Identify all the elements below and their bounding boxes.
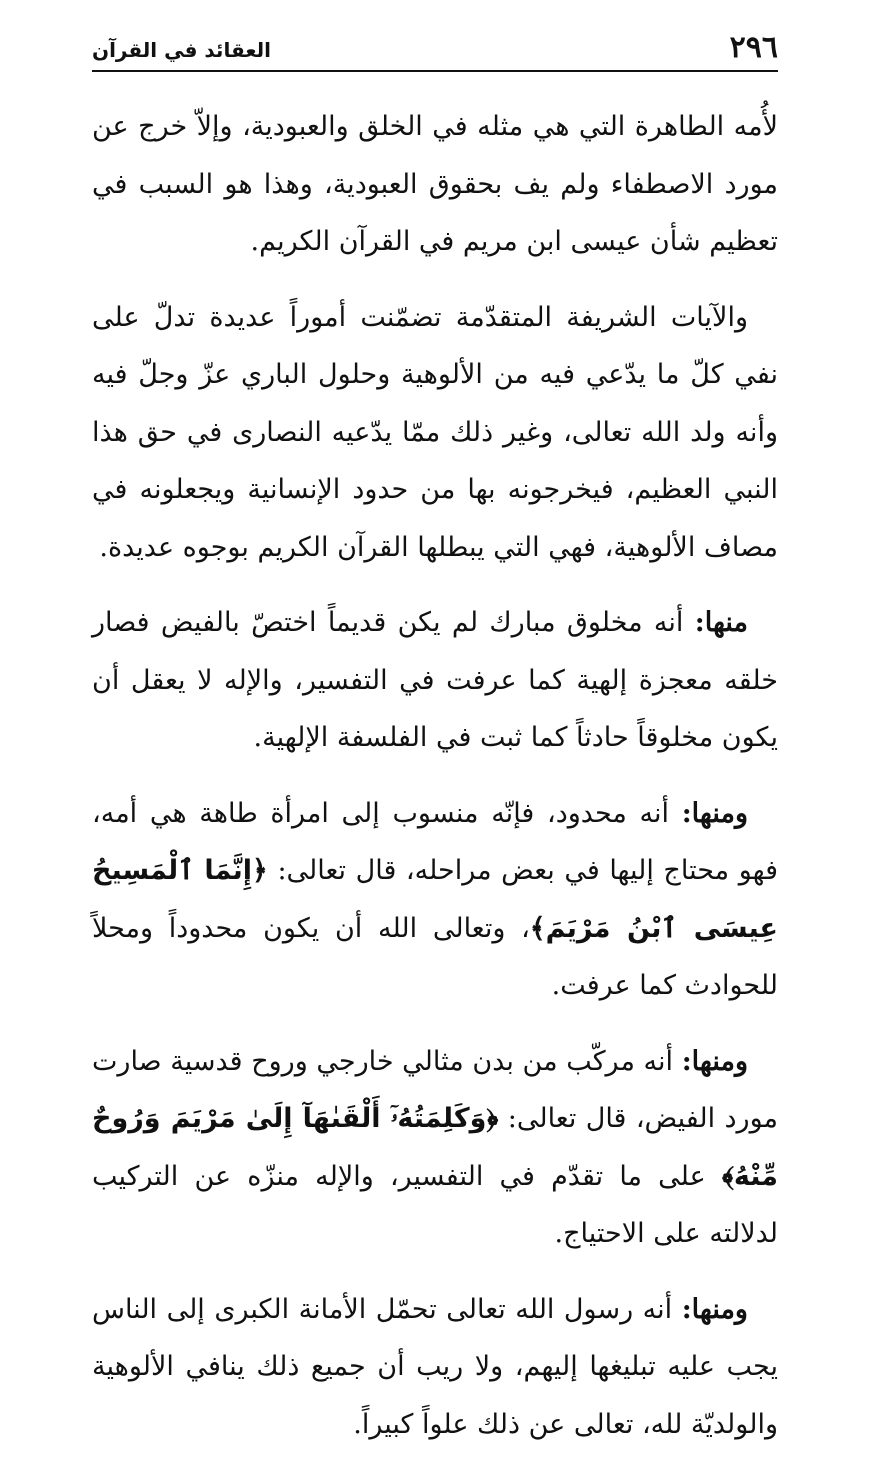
header-divider (92, 70, 778, 72)
paragraph-4-text-before: أنه محدود، فإنّه منسوب إلى امرأة طاهة هي أمه، فهو محتاج إليها في بعض مراحله، قال تعالى: (92, 797, 778, 886)
paragraph-5-lead: ومنها: (681, 1045, 748, 1077)
page-number: ٢٩٦ (729, 30, 778, 65)
paragraph-5-quran-verse: ﴿وَكَلِمَتُهُۥٓ أَلْقَىٰهَآ إِلَىٰ مَرْيَمَ وَرُوحٌ مِّنْهُ﴾ (92, 1103, 779, 1192)
paragraph-6 (92, 1281, 778, 1454)
paragraph-5-text-after: على ما تقدّم في التفسير، والإله منزّه عن التركيب لدلالته على الاحتياج. (92, 1160, 778, 1249)
paragraph-6-lead: ومنها: (681, 1293, 748, 1325)
paragraph-3 (92, 594, 778, 767)
paragraph-5 (92, 1033, 778, 1263)
paragraph-2-text: والآيات الشريفة المتقدّمة تضمّنت أموراً عديدة تدلّ على نفي كلّ ما يدّعي فيه من الألوهية وحلول الباري عزّ وجلّ فيه وأنه ولد الله تعالى، وغير ذلك ممّا يدّعيه النصارى في حق هذا النبي العظيم، فيخرجونه بها من حدود الإنسانية ويجعلونه في مصاف الألوهية، فهي التي يبطلها القرآن الكريم بوجوه عديدة. (92, 301, 778, 563)
paragraph-6-text: أنه رسول الله تعالى تحمّل الأمانة الكبرى إلى الناس يجب عليه تبليغها إليهم، ولا ريب أن جميع ذلك ينافي الألوهية والولديّة لله، تعالى عن ذلك علواً كبيراً. (92, 1293, 778, 1440)
paragraph-4-lead: ومنها: (681, 797, 748, 829)
paragraph-4 (92, 785, 778, 1015)
paragraph-4-text-after: ، وتعالى الله أن يكون محدوداً ومحلاً للحوادث كما عرفت. (92, 912, 778, 1001)
paragraph-4-quran-verse: ﴿إِنَّمَا ٱلْمَسِيحُ عِيسَى ٱبْنُ مَرْيَمَ﴾ (92, 855, 778, 944)
page-body (92, 98, 778, 1471)
paragraph-3-text: أنه مخلوق مبارك لم يكن قديماً اختصّ بالفيض فصار خلقه معجزة إلهية كما عرفت في التفسير، والإله لا يعقل أن يكون مخلوقاً حادثاً كما ثبت في الفلسفة الإلهية. (92, 607, 778, 753)
paragraph-2 (92, 289, 778, 577)
paragraph-1-text: لأُمه الطاهرة التي هي مثله في الخلق والعبودية، وإلاّ خرج عن مورد الاصطفاء ولم يف بحقوق العبودية، وهذا هو السبب في تعظيم شأن عيسى ابن مريم في القرآن الكريم. (92, 111, 778, 257)
paragraph-1 (92, 98, 778, 271)
running-title: العقائد في القرآن (92, 38, 272, 62)
page-header (92, 28, 778, 72)
paragraph-3-lead: منها: (694, 607, 748, 638)
paragraph-5-text-before: أنه مركّب من بدن مثالي خارجي وروح قدسية صارت مورد الفيض، قال تعالى: (92, 1045, 778, 1134)
